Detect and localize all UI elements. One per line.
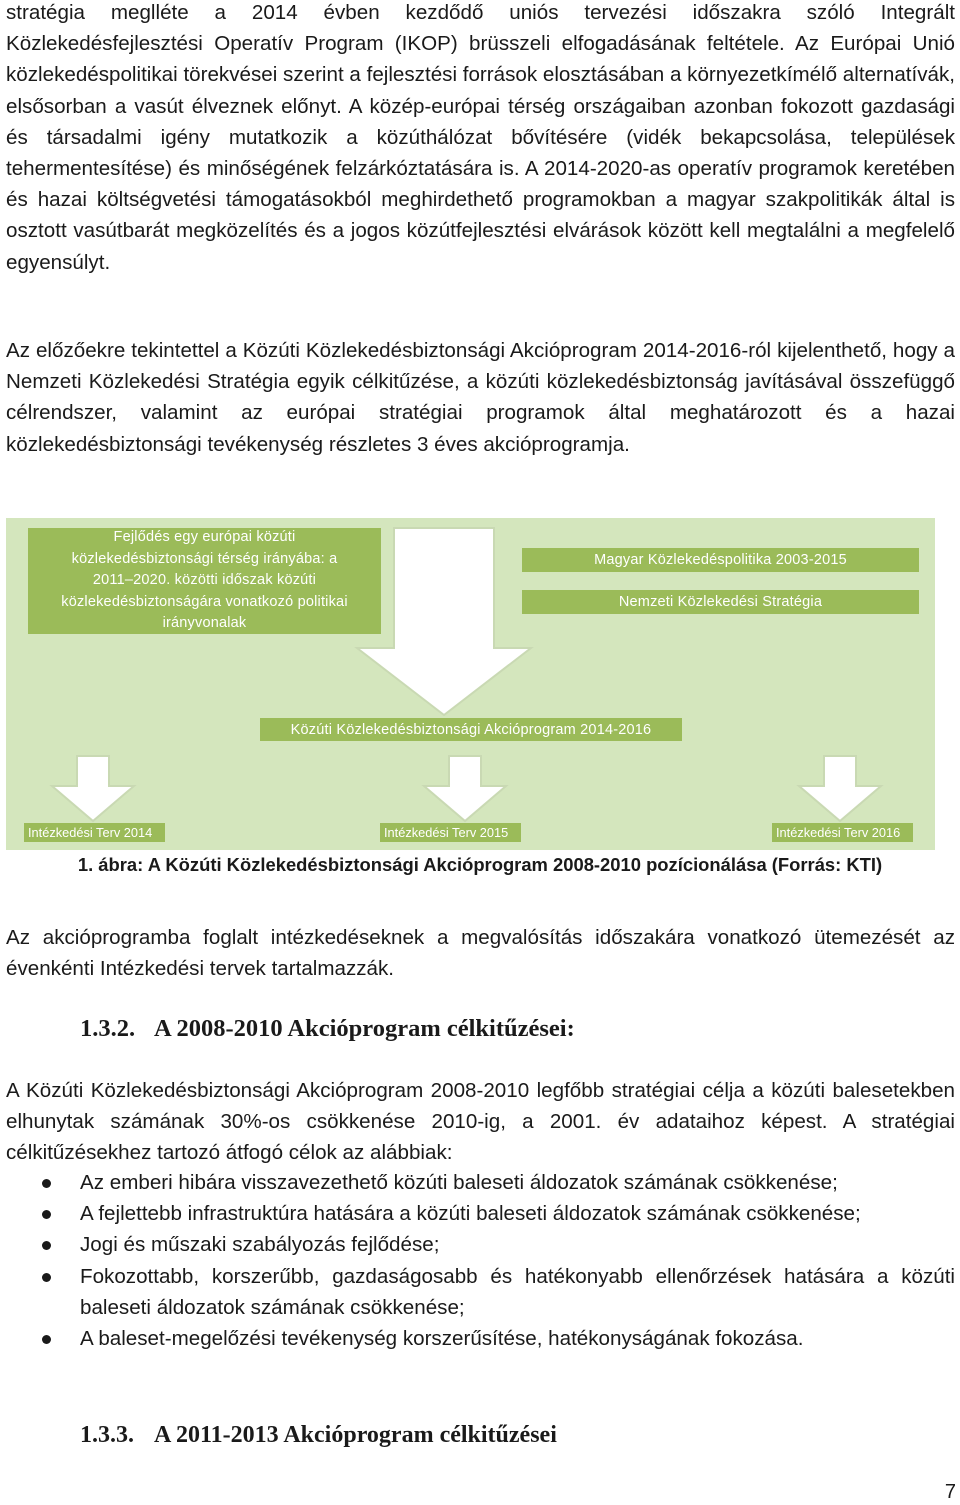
eu-box-line: közlekedésbiztonságára vonatkozó politikai	[61, 593, 348, 610]
eu-box-line: közlekedésbiztonsági térség irányába: a	[71, 550, 338, 567]
paragraph-ikop: stratégia meglléte a 2014 évben kezdődő uniós tervezési időszakra szóló Integrált Közlekedésfejlesztési Operatív Program (IKOP) brüsszeli elfogadásának feltétele. Az Európai Unió közlekedéspolitikai törekvései szerint a fejlesztési források elosztásában a környezetkímélő alternatívák, elsősorban a vasút élveznek előnyt. A közép-európai térség országaiban azonban fokozott gazdasági és társadalmi igény mutatkozik a közúthálózat bővítésére (vidék bekapcsolása, települések tehermentesítése) és minőségének felzárkóztatására is. A 2014-2020-as operatív programok keretében és hazai költségvetési támogatásokból meghirdethető programokban a magyar szakpolitikák által is osztott vasútbarát megközelítés és a jogos közútfejlesztési elvárások között kell megtalálni a megfelelő egyensúlyt.	[6, 1, 955, 274]
paragraph-strategic-goal: A Közúti Közlekedésbiztonsági Akcióprogram 2008-2010 legfőbb stratégiai célja a közúti balesetekben elhunytak számának 30%-os csökkenése 2010-ig, a 2001. év adataihoz képest. A stratégiai célkitűzésekhez tartozó átfogó célok az alábbiak:	[6, 1079, 955, 1165]
list-item	[0, 1198, 960, 1229]
section-heading-1-3-2	[80, 1011, 575, 1047]
small-arrow-2014	[52, 756, 134, 821]
paragraph-akcioprogram: Az előzőekre tekintettel a Közúti Közlekedésbiztonsági Akcióprogram 2014-2016-ról kijelenthető, hogy a Nemzeti Közlekedési Stratégia egyik célkitűzése, a közúti közlekedésbiztonság javításával összefüggő célrendszer, valamint az európai stratégiai programok által meghatározott és a hazai közlekedésbiztonsági tevékenység részletes 3 éves akcióprogramja.	[6, 339, 955, 456]
list-item-text: A fejlettebb infrastruktúra hatására a közúti baleseti áldozatok számának csökkenése;	[80, 1202, 861, 1226]
bullet-icon	[42, 1273, 51, 1282]
bullet-icon	[42, 1241, 51, 1250]
goals-list	[0, 1167, 960, 1354]
eu-box-line: irányvonalak	[162, 615, 247, 632]
small-arrow-2015	[424, 756, 506, 821]
transport-policy-box: Magyar Közlekedéspolitika 2003-2015	[522, 548, 919, 572]
section-number: 1.3.2.	[80, 1015, 136, 1042]
small-arrow-2016	[799, 756, 881, 821]
list-item-text: Az emberi hibára visszavezethető közúti baleseti áldozatok számának csökkenése;	[80, 1171, 838, 1194]
action-plan-2014-box: Intézkedési Terv 2014	[24, 823, 165, 842]
section-title: A 2011-2013 Akcióprogram célkitűzései	[154, 1422, 557, 1448]
list-item-text: Fokozottabb, korszerűbb, gazdaságosabb és hatékonyabb ellenőrzések hatására a közúti baleseti áldozatok számának csökkenése;	[80, 1264, 955, 1319]
section-title: A 2008-2010 Akcióprogram célkitűzései:	[154, 1015, 575, 1042]
section-heading-1-3-3	[80, 1417, 557, 1453]
bullet-icon	[42, 1335, 51, 1344]
big-down-arrow	[357, 528, 531, 715]
eu-box-line: Fejlődés egy európai közúti	[113, 529, 296, 546]
action-program-box: Közúti Közlekedésbiztonsági Akcióprogram 2014-2016	[260, 718, 682, 741]
list-item-text: Jogi és műszaki szabályozás fejlődése;	[80, 1233, 440, 1257]
national-strategy-box: Nemzeti Közlekedési Stratégia	[522, 590, 919, 614]
list-item	[0, 1229, 960, 1260]
section-number: 1.3.3.	[80, 1422, 134, 1448]
action-plan-2016-box: Intézkedési Terv 2016	[772, 823, 913, 842]
figure-caption: 1. ábra: A Közúti Közlekedésbiztonsági Akcióprogram 2008-2010 pozícionálása (Forrás: KTI)	[77, 854, 883, 875]
action-plan-2015-box: Intézkedési Terv 2015	[380, 823, 521, 842]
list-item-text: A baleset-megelőzési tevékenység korszerűsítése, hatékonyságának fokozása.	[80, 1327, 804, 1351]
paragraph-intezkedesi-tervek: Az akcióprogramba foglalt intézkedéseknek a megvalósítás időszakára vonatkozó ütemezését az évenkénti Intézkedési tervek tartalmazzák.	[6, 926, 955, 981]
eu-policy-box	[28, 528, 381, 634]
list-item	[0, 1167, 960, 1198]
list-item	[0, 1323, 960, 1354]
bullet-icon	[42, 1179, 51, 1188]
eu-box-line: 2011–2020. közötti időszak közúti	[92, 572, 317, 589]
bullet-icon	[42, 1210, 51, 1219]
page-number: 7	[944, 1481, 956, 1503]
positioning-diagram	[6, 518, 935, 850]
list-item	[0, 1261, 960, 1323]
